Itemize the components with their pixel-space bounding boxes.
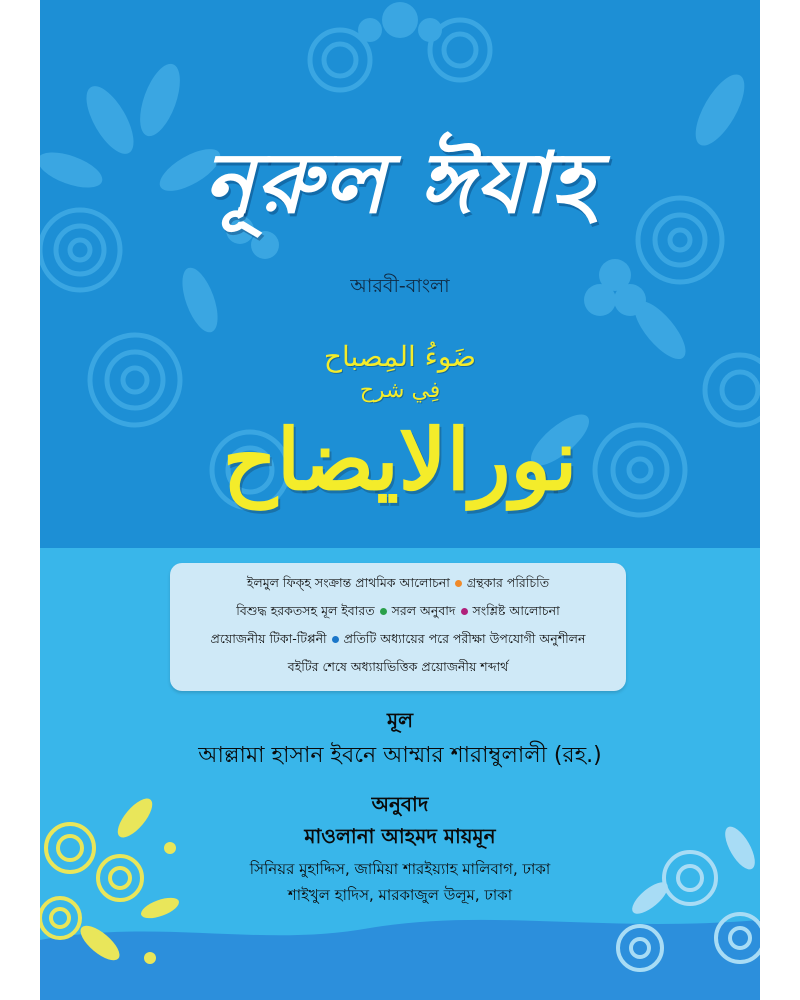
original-author: আল্লামা হাসান ইবনে আম্মার শারাম্বুলালী (রহ.): [198, 743, 602, 768]
book-title: নূরুল ঈযাহ: [203, 133, 597, 232]
bullet-dot-icon: [455, 580, 462, 587]
translator-position-1: সিনিয়র মুহাদ্দিস, জামিয়া শারইয়্যাহ মালিবাগ, ঢাকা: [249, 860, 551, 878]
arabic-title-main: نورالايضاح: [222, 410, 578, 509]
feature-row-3: [170, 631, 626, 651]
original-label: মূল: [386, 708, 413, 732]
features-box: [170, 563, 626, 691]
feature-item: গ্রন্থকার পরিচিতি: [466, 575, 550, 590]
feature-item: প্রয়োজনীয় টিকা-টিপ্পনী: [210, 631, 327, 646]
arabic-title-line2: فِي شرح: [359, 378, 441, 403]
translator-position-2: শাইখুল হাদিস, মারকাজুল উলূম, ঢাকা: [287, 886, 513, 904]
feature-item: প্রতিটি অধ্যায়ের পরে পরীক্ষা উপযোগী অনুশীলন: [343, 631, 586, 646]
arabic-title-line1: ضَوءُ المِصباح: [323, 340, 477, 373]
feature-item: বিশুদ্ধ হরকতসহ মূল ইবারত: [236, 603, 375, 618]
translator-name: মাওলানা আহমদ মায়মূন: [304, 824, 496, 848]
book-cover: [40, 0, 760, 1000]
feature-item: সংশ্লিষ্ট আলোচনা: [472, 603, 560, 618]
feature-item: সরল অনুবাদ: [391, 603, 456, 618]
feature-row-4: বইটির শেষে অধ্যায়ভিত্তিক প্রয়োজনীয় শব্দার্থ: [287, 659, 509, 674]
translation-label: অনুবাদ: [371, 792, 429, 816]
bullet-dot-icon: [380, 608, 387, 615]
feature-row-2: [170, 603, 626, 623]
book-subtitle: আরবী-বাংলা: [350, 275, 450, 297]
cover-top-panel: [40, 0, 760, 548]
feature-item: ইলমুল ফিক্হ সংক্রান্ত প্রাথমিক আলোচনা: [246, 575, 450, 590]
bullet-dot-icon: [461, 608, 468, 615]
feature-row-1: [170, 575, 626, 595]
bullet-dot-icon: [332, 636, 339, 643]
